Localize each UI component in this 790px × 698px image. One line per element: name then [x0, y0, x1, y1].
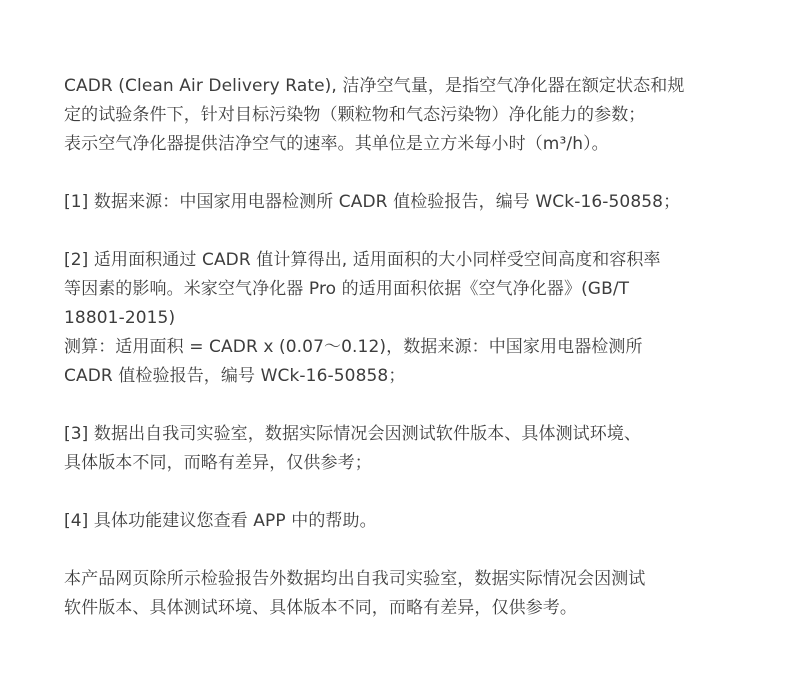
text-line: 18801-2015) [64, 308, 176, 328]
paragraph-spacer [64, 391, 744, 420]
cadr-definition-paragraph [64, 72, 744, 159]
text-line: [4] 具体功能建议您查看 APP 中的帮助。 [64, 511, 377, 531]
text-line: 定的试验条件下，针对目标污染物（颗粒物和气态污染物）净化能力的参数； [64, 105, 646, 125]
text-line: CADR (Clean Air Delivery Rate), 洁净空气量，是指空气净化器在额定状态和规 [64, 76, 685, 96]
footnote-4 [64, 507, 744, 536]
text-line: [1] 数据来源：中国家用电器检测所 CADR 值检验报告，编号 WCk-16-50858； [64, 192, 681, 212]
text-line: 软件版本、具体测试环境、具体版本不同，而略有差异，仅供参考。 [64, 598, 577, 618]
paragraph-spacer [64, 217, 744, 246]
text-line: [3] 数据出自我司实验室，数据实际情况会因测试软件版本、具体测试环境、 [64, 424, 642, 444]
footnote-1 [64, 188, 744, 217]
disclaimer-paragraph [64, 565, 744, 623]
paragraph-spacer [64, 536, 744, 565]
footnote-3 [64, 420, 744, 478]
footnote-2 [64, 246, 744, 391]
text-line: 本产品网页除所示检验报告外数据均出自我司实验室，数据实际情况会因测试 [64, 569, 646, 589]
text-line: 测算：适用面积 = CADR x (0.07～0.12)，数据来源：中国家用电器检测所 [64, 337, 643, 357]
text-line: CADR 值检验报告，编号 WCk-16-50858； [64, 366, 406, 386]
text-line: 等因素的影响。米家空气净化器 Pro 的适用面积依据《空气净化器》(GB/T [64, 279, 630, 299]
document-body [64, 72, 744, 623]
paragraph-spacer [64, 478, 744, 507]
text-line: 表示空气净化器提供洁净空气的速率。其单位是立方米每小时（m³/h）。 [64, 134, 609, 154]
text-line: [2] 适用面积通过 CADR 值计算得出, 适用面积的大小同样受空间高度和容积率 [64, 250, 661, 270]
paragraph-spacer [64, 159, 744, 188]
text-line: 具体版本不同，而略有差异，仅供参考； [64, 453, 372, 473]
